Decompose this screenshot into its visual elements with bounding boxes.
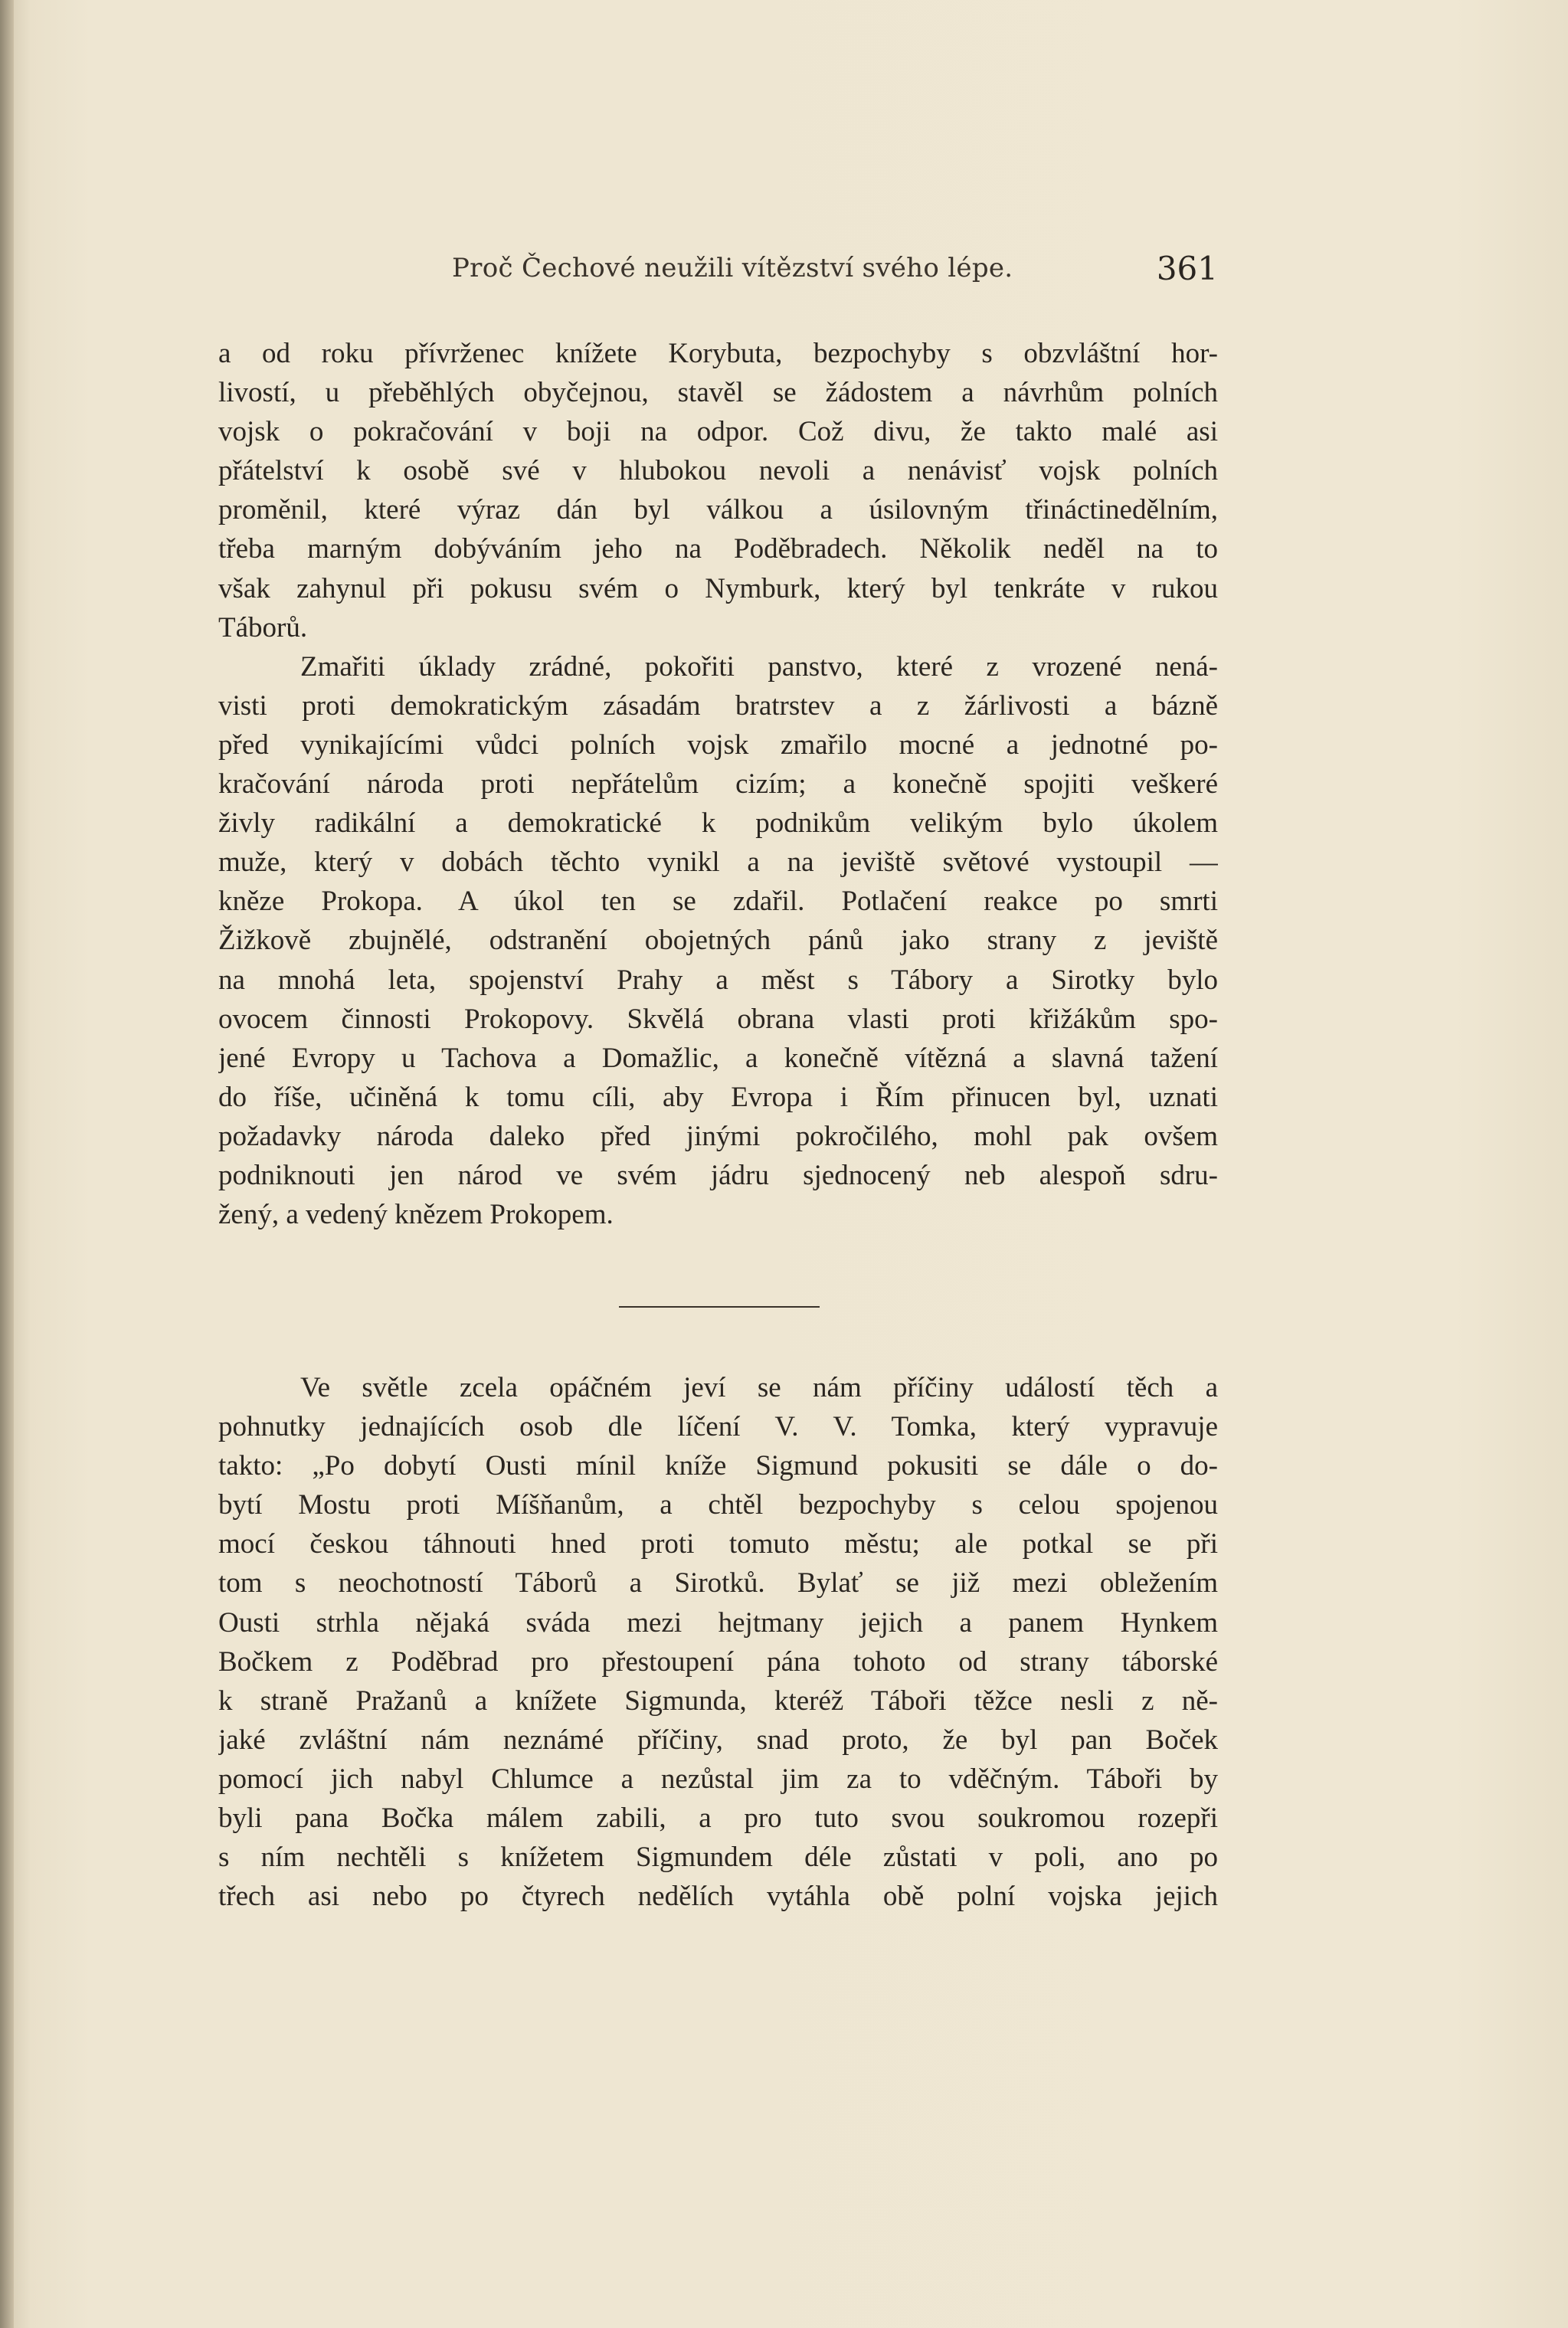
page-number: 361 — [1156, 250, 1218, 287]
text-line: pomocí jich nabyl Chlumce a nezůstal jim za to vděčným. Táboři by — [218, 1763, 1218, 1795]
text-line: bytí Mostu proti Míšňanům, a chtěl bezpochyby s celou spojenou — [218, 1489, 1218, 1521]
paragraph-block-1 — [218, 334, 1218, 1234]
text-line: mocí českou táhnouti hned proti tomuto městu; ale potkal se při — [218, 1528, 1218, 1560]
text-line: ovocem činnosti Prokopovy. Skvělá obrana vlasti proti křižákům spo- — [218, 1003, 1218, 1035]
text-line: Žižkově zbujnělé, odstranění obojetných pánů jako strany z jeviště — [218, 925, 1218, 957]
text-line: přátelství k osobě své v hlubokou nevoli a nenávisť vojsk polních — [218, 455, 1218, 487]
text-line: Táborů. — [218, 611, 308, 643]
text-line: žený, a vedený knězem Prokopem. — [218, 1199, 614, 1231]
text-line: na mnohá leta, spojenství Prahy a měst s Tábory a Sirotky bylo — [218, 964, 1218, 996]
text-line: visti proti demokratickým zásadám bratrstev a z žárlivosti a bázně — [218, 689, 1218, 722]
text-line: tom s neochotností Táborů a Sirotků. Bylať se již mezi obležením — [218, 1567, 1218, 1599]
text-line: však zahynul při pokusu svém o Nymburk, který byl tenkráte v rukou — [218, 572, 1218, 604]
text-line: třech asi nebo po čtyrech nedělích vytáhla obě polní vojska jejich — [218, 1881, 1218, 1913]
text-line: kračování národa proti nepřátelům cizím; a konečně spojiti veškeré — [218, 768, 1218, 801]
text-line: Bočkem z Poděbrad pro přestoupení pána tohoto od strany táborské — [218, 1645, 1218, 1678]
text-line: jené Evropy u Tachova a Domažlic, a konečně vítězná a slavná tažení — [218, 1042, 1218, 1074]
text-line: do říše, učiněná k tomu cíli, aby Evropa i Řím přinucen byl, uznati — [218, 1081, 1218, 1113]
text-line: k straně Pražanů a knížete Sigmunda, kteréž Táboři těžce nesli z ně- — [218, 1685, 1218, 1717]
section-divider — [619, 1306, 820, 1308]
paragraph-block-2 — [218, 1368, 1218, 1916]
text-line: živly radikální a demokratické k podnikům velikým bylo úkolem — [218, 807, 1218, 840]
text-line: před vynikajícími vůdci polních vojsk zmařilo mocné a jednotné po- — [218, 729, 1218, 761]
text-line: třeba marným dobýváním jeho na Poděbradech. Několik neděl na to — [218, 533, 1218, 565]
binding-shadow — [0, 0, 14, 2328]
running-title: Proč Čechové neužili vítězství svého lépe. — [452, 253, 1013, 283]
text-line: livostí, u přeběhlých obyčejnou, stavěl se žádostem a návrhům polních — [218, 377, 1218, 409]
text-line: pohnutky jednajících osob dle líčení V. V. Tomka, který vypravuje — [218, 1411, 1218, 1443]
text-line: a od roku přívrženec knížete Korybuta, bezpochyby s obzvláštní hor- — [218, 338, 1218, 369]
text-line: takto: „Po dobytí Ousti mínil kníže Sigmund pokusiti se dále o do- — [218, 1450, 1218, 1482]
text-line: podniknouti jen národ ve svém jádru sjednocený neb alespoň sdru- — [218, 1159, 1218, 1191]
text-line: Ve světle zcela opáčném jeví se nám příčiny událostí těch a — [300, 1372, 1218, 1403]
text-line: vojsk o pokračování v boji na odpor. Což divu, že takto malé asi — [218, 416, 1218, 448]
page-header — [218, 250, 1218, 291]
text-line: kněze Prokopa. A úkol ten se zdařil. Potlačení reakce po smrti — [218, 886, 1218, 918]
text-line: s ním nechtěli s knížetem Sigmundem déle zůstati v poli, ano po — [218, 1842, 1218, 1874]
text-line: proměnil, které výraz dán byl válkou a úsilovným třináctinedělním, — [218, 494, 1218, 526]
text-line: Ousti strhla nějaká sváda mezi hejtmany jejich a panem Hynkem — [218, 1606, 1218, 1639]
text-line: muže, který v dobách těchto vynikl a na jeviště světové vystoupil — — [218, 846, 1218, 879]
text-line: požadavky národa daleko před jinými pokročilého, mohl pak ovšem — [218, 1120, 1218, 1152]
text-line: Zmařiti úklady zrádné, pokořiti panstvo, které z vrozené nená- — [300, 650, 1218, 683]
text-line: jaké zvláštní nám neznámé příčiny, snad proto, že byl pan Boček — [218, 1724, 1218, 1756]
text-line: byli pana Bočka málem zabili, a pro tuto svou soukromou rozepři — [218, 1802, 1218, 1835]
